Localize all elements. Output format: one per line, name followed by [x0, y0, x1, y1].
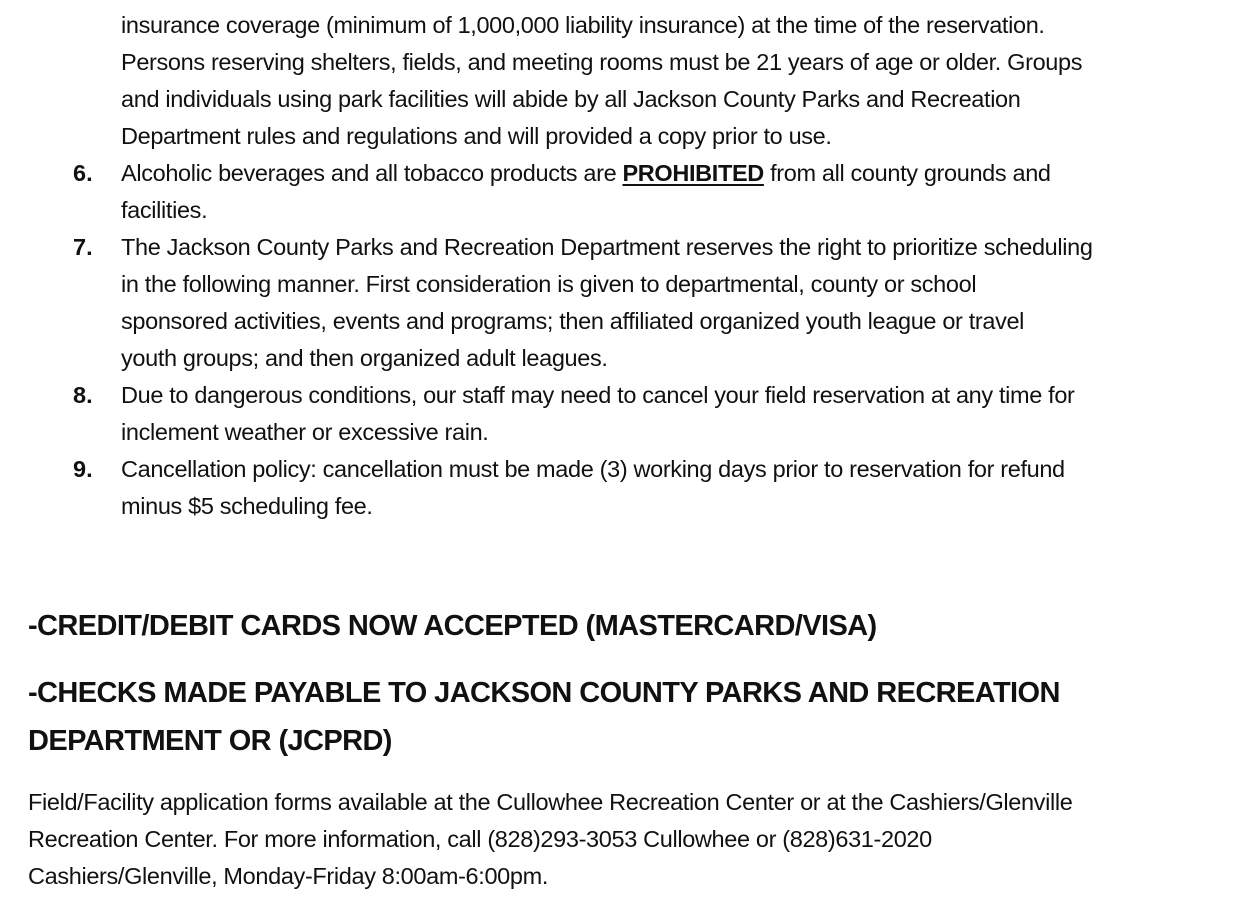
checks-heading: -CHECKS MADE PAYABLE TO JACKSON COUNTY PARKS AND RECREATION — [28, 677, 1060, 709]
text-line: Field/Facility application forms available at the Cullowhee Recreation Center or at the Cashiers/Glenville — [28, 789, 1073, 815]
text-line: Cancellation policy: cancellation must be made (3) working days prior to reservation for refund — [121, 456, 1065, 482]
text-line: facilities. — [121, 197, 208, 223]
text-line: and individuals using park facilities will abide by all Jackson County Parks and Recreation — [121, 86, 1021, 112]
list-number: 9. — [73, 456, 93, 482]
text-line — [121, 158, 1051, 188]
text-line: insurance coverage (minimum of 1,000,000 liability insurance) at the time of the reservation. — [121, 12, 1045, 38]
text-line: Recreation Center. For more information, call (828)293-3053 Cullowhee or (828)631-2020 — [28, 826, 932, 852]
text-line: inclement weather or excessive rain. — [121, 419, 489, 445]
text-span: Alcoholic beverages and all tobacco products are — [121, 160, 623, 186]
list-number: 7. — [73, 234, 93, 260]
text-line: Due to dangerous conditions, our staff may need to cancel your field reservation at any time for — [121, 382, 1075, 408]
text-line: Department rules and regulations and will provided a copy prior to use. — [121, 123, 832, 149]
text-line: The Jackson County Parks and Recreation Department reserves the right to prioritize scheduling — [121, 234, 1093, 260]
credit-card-heading: -CREDIT/DEBIT CARDS NOW ACCEPTED (MASTERCARD/VISA) — [28, 610, 877, 642]
list-number: 6. — [73, 160, 93, 186]
text-line: youth groups; and then organized adult leagues. — [121, 345, 608, 371]
list-number: 8. — [73, 382, 93, 408]
prohibited-emphasis: PROHIBITED — [622, 160, 764, 186]
text-line: in the following manner. First consideration is given to departmental, county or school — [121, 271, 977, 297]
text-line: sponsored activities, events and programs; then affiliated organized youth league or travel — [121, 308, 1025, 334]
text-span: from all county grounds and — [763, 160, 1051, 186]
text-line: minus $5 scheduling fee. — [121, 493, 373, 519]
text-line: Cashiers/Glenville, Monday-Friday 8:00am-6:00pm. — [28, 863, 549, 889]
text-line: Persons reserving shelters, fields, and meeting rooms must be 21 years of age or older. Groups — [121, 49, 1083, 75]
checks-heading-continued: DEPARTMENT OR (JCPRD) — [28, 725, 392, 757]
